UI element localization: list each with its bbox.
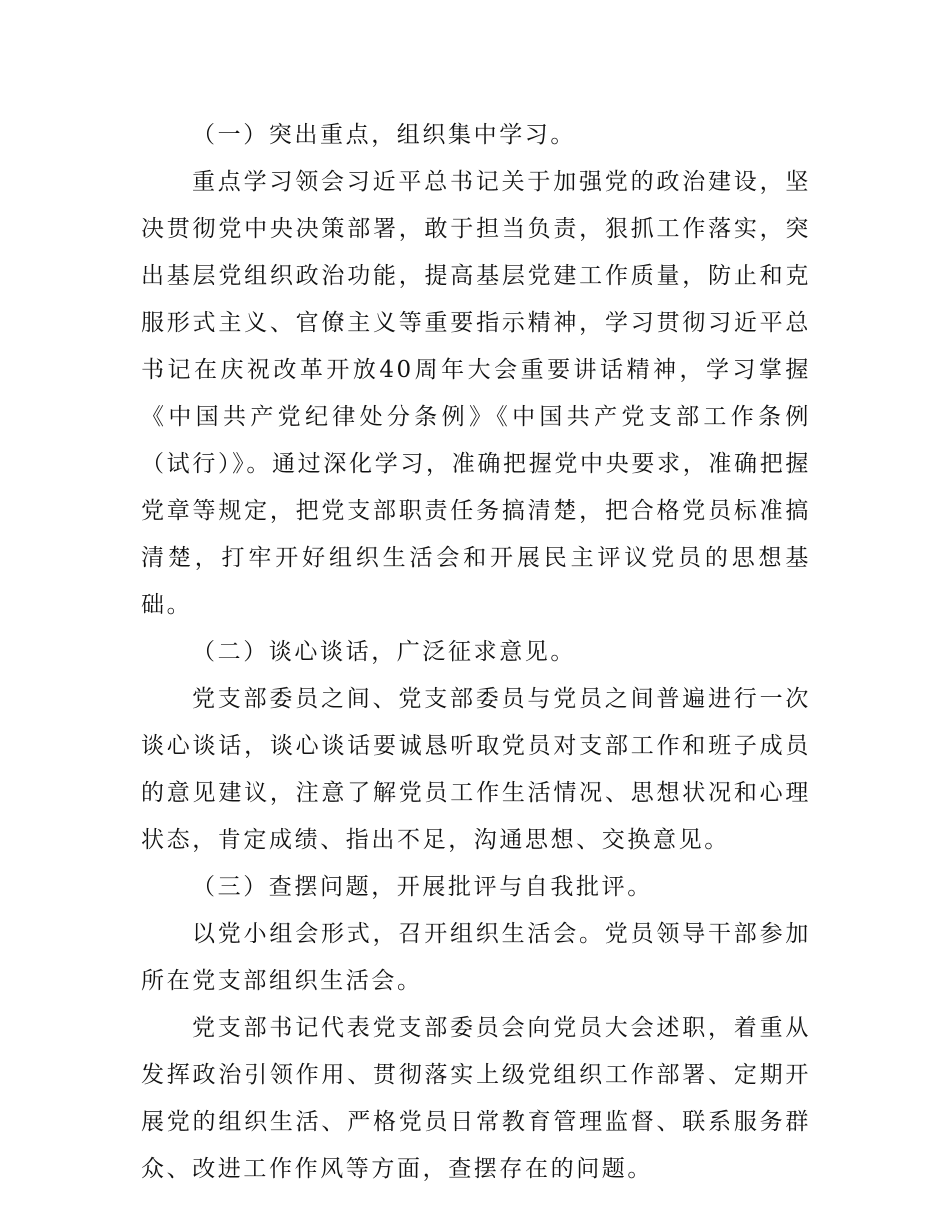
paragraph-meeting: 以党小组会形式，召开组织生活会。党员领导干部参加所在党支部组织生活会。	[141, 921, 811, 994]
document-body	[141, 112, 811, 1193]
paragraph-study: 重点学习领会习近平总书记关于加强党的政治建设，坚决贯彻党中央决策部署，敢于担当负责，狠抓工作落实，突出基层党组织政治功能，提高基层党建工作质量，防止和克服形式主义、官僚主义等重要指示精神，学习贯彻习近平总书记在庆祝改革开放40周年大会重要讲话精神，学习掌握《中国共产党纪律处分条例》《中国共产党支部工作条例（试行）》。通过深化学习，准确把握党中央要求，准确把握党章等规定，把党支部职责任务搞清楚，把合格党员标准搞清楚，打牢开好组织生活会和开展民主评议党员的思想基础。	[141, 169, 811, 618]
paragraph-report: 党支部书记代表党支部委员会向党员大会述职，着重从发挥政治引领作用、贯彻落实上级党组织工作部署、定期开展党的组织生活、严格党员日常教育管理监督、联系服务群众、改进工作作风等方面，查摆存在的问题。	[141, 1015, 811, 1182]
paragraph-talks: 党支部委员之间、党支部委员与党员之间普遍进行一次谈心谈话，谈心谈话要诚恳听取党员对支部工作和班子成员的意见建议，注意了解党员工作生活情况、思想状况和心理状态，肯定成绩、指出不足，沟通思想、交换意见。	[141, 686, 811, 853]
section-heading-3: （三）查摆问题，开展批评与自我批评。	[192, 874, 653, 900]
section-heading-2: （二）谈心谈话，广泛征求意见。	[192, 639, 576, 665]
section-heading-1: （一）突出重点，组织集中学习。	[192, 122, 576, 148]
